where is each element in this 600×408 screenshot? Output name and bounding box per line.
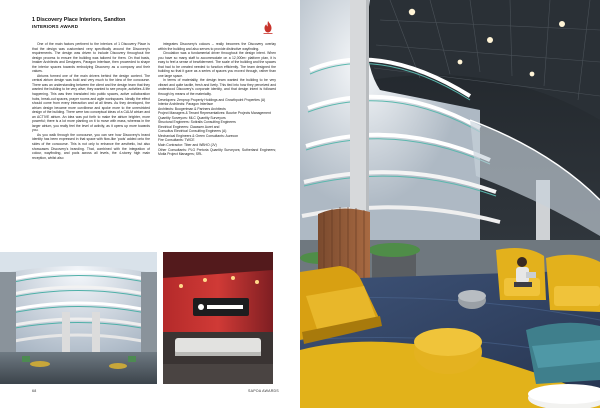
- article-title: 1 Discovery Place Interiors, Sandton: [32, 17, 126, 23]
- paragraph: Atriums formed one of the main drivers behind the design context. The central atrium design was bold and very much to the idea of the concourse. There was an understanding between the client and the design team that they wanted the building to be very alive; they wanted to see people, activities & life happening. This was then translated into public spaces, active collaboration hubs, break-out spaces, prayer rooms and agile workspaces. Ideally the effect should come from every interaction and at all times. As they developed, the atrium design became more curvilinear and spoke more to the unrestricted design of the building. There were two conceptual ideas of a CALM atrium and an ACTIVE atrium. An idea was put forth to make the atrium brighter, more powerful; there is a lot more planting on it to move with mass, whereas in the larger atrium, you really feel the level of activity, as it opens up more towards you.: [32, 73, 150, 133]
- credit-line: Architects: Boogertman & Partners Architects: [158, 106, 226, 111]
- credit-line: Interior Architects: Paragon Interface: [158, 102, 214, 107]
- credit-line: Other Consultants: PLG Pretoria Quantity Surveyors; Sutherland Engineers; Motla Project Managers; SRL: [158, 147, 276, 157]
- paragraph: One of the main factors pertinent to the interiors of 1 Discovery Place is that the design was customised very specifically around the Discovery's requirements. The design was driven to include Discovery throughout the design process to ensure the building was tailored for them. On that basis, Imaker Architects and Designers, Paragon Interface, then proceeded to shape the interior spaces towards embodying Discovery as a company and their values.: [32, 42, 150, 74]
- atrium-balconies-photo: [0, 252, 157, 384]
- page-number: 68: [32, 389, 37, 393]
- credit-line: Developers: Zenprop Property Holdings and Growthpoint Properties (A): [158, 97, 266, 102]
- project-credits: [158, 98, 276, 157]
- credit-line: Consultus Electrical Consulting Engineers (A): [158, 129, 227, 134]
- credit-line: Main Contractor: Tiber and WBHO (JV): [158, 143, 217, 148]
- award-logo-icon: [262, 20, 274, 34]
- paragraph: In terms of materiality, the design team wanted the building to be very vibrant and quite tactile, fresh and lively. This tied into how they perceived and understood Discovery's corporate identity, and that design intent is followed through by means of the materiality.: [158, 78, 276, 97]
- credit-line: Quantity Surveyors: MLC Quantity Surveyors: [158, 115, 226, 120]
- body-column-1: [32, 42, 150, 248]
- running-footer: SAPOA AWARDS: [248, 389, 279, 393]
- paragraph: integrates Discovery's colours – really becomes the Discovery overlay within the building and also serves to provide distinctive wayfinding.: [158, 42, 276, 51]
- atrium-lounge-photo: [300, 0, 600, 408]
- right-page: [300, 0, 600, 408]
- discovery-reception-illustration: [163, 252, 273, 384]
- credit-line: Project Managers & Tenant Representatives: Bourke Projects Management: [158, 111, 271, 116]
- paragraph: As you walk through the concourse, you can see how Discovery's brand identity has been expressed in that space with flow-like 'pods' added onto the sides of the concourse. This is not only to enhance the aesthetic, but also showcases Discovery's branding. That, combined with the integration of colour, wayfinding, and pods across all levels, the 4-storey high main reception, whilst also: [32, 132, 150, 160]
- credit-line: Fire Consultants: TWCE: [158, 138, 195, 143]
- credit-line: Mechanical Engineers & Green Consultants: Aurecon: [158, 133, 239, 138]
- discovery-reception-photo: [163, 252, 273, 384]
- body-column-2: [158, 42, 276, 248]
- credit-line: Electrical Engineers: Claassen Auret and: [158, 124, 220, 129]
- section-label: INTERIORS AWARD: [32, 24, 79, 29]
- paragraph: Circulation was a fundamental driver throughout the design intent. When you have so many staff to accommodate on a 12,000m² platform plan, it is easy to feel a sense of bewilderment. The scale of the building and the spaces that had to be created needed to function efficiently. The team designed the building so that it gave as a series of spaces you moved through, rather than one large space.: [158, 51, 276, 78]
- article-header: [32, 17, 272, 30]
- atrium-balconies-illustration: [0, 252, 157, 384]
- credit-line: Structural Engineers: Sotiralis Consulting Engineers: [158, 120, 236, 125]
